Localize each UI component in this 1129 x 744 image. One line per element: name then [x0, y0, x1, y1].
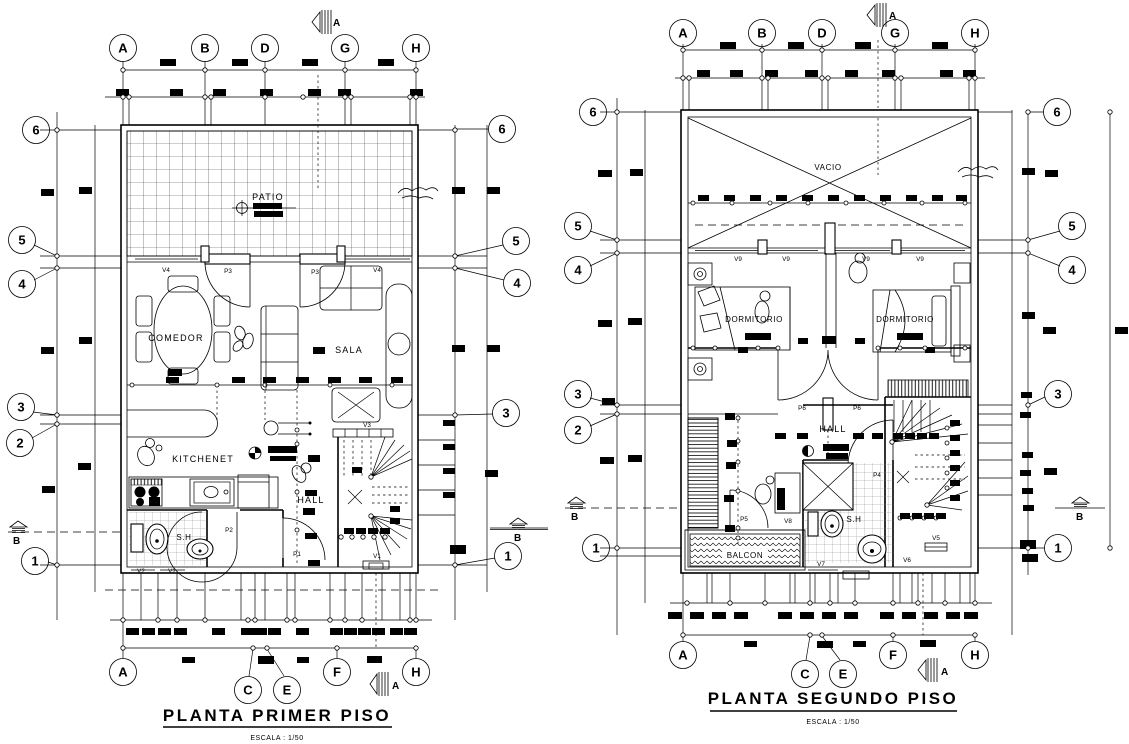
grid-label: C [243, 682, 253, 698]
stairs [339, 437, 412, 560]
section-b-left-label: B [571, 512, 579, 523]
grid-label: C [800, 666, 810, 682]
second-floor-plan-drawing [560, 0, 1129, 744]
person-figure [289, 463, 311, 485]
grid-bubble [670, 642, 697, 669]
opening-label: V1 [373, 553, 381, 560]
first-floor-plan-drawing [0, 0, 560, 744]
grid-label: D [817, 25, 827, 41]
grid-label: 2 [574, 422, 582, 438]
plant-icon [231, 325, 255, 353]
opening-label: P4 [873, 472, 881, 479]
grid-label: B [200, 40, 210, 56]
p1-title-block [163, 706, 392, 742]
room-label-dormitorio-right: DORMITORIO [876, 315, 934, 324]
grid-bubble [962, 642, 989, 669]
door-p5 [730, 490, 768, 528]
opening-label: V3 [363, 422, 371, 429]
grid-bubble [565, 257, 592, 284]
room-label-sh: S.H [846, 515, 862, 524]
grid-label: 1 [592, 540, 600, 556]
grid-bubble [880, 642, 907, 669]
room-label-vacio: VACIO [814, 163, 842, 172]
grid-label: 6 [498, 121, 506, 137]
grid-bubble [9, 271, 36, 298]
grid-label: A [118, 664, 128, 680]
closet-strip [688, 418, 718, 528]
grid-bubble [495, 543, 522, 570]
drawing-scale: ESCALA : 1/50 [806, 719, 860, 726]
grid-bubble [192, 35, 219, 62]
grid-bubble [809, 20, 836, 47]
grid-bubble [403, 35, 430, 62]
hall-light-icon [803, 446, 814, 457]
grid-label: F [889, 647, 897, 663]
section-b-right-label: B [514, 533, 522, 544]
grid-label: 4 [18, 276, 26, 292]
room-label-kitchenet: KITCHENET [172, 454, 234, 464]
room-label-hall: HALL [819, 424, 847, 434]
grid-label: 5 [18, 232, 26, 248]
survey-point-icon [249, 447, 261, 459]
opening-label: P2 [225, 527, 233, 534]
grid-label: A [118, 40, 128, 56]
stair-hatch-band [888, 380, 968, 397]
p1-furniture [129, 203, 412, 582]
grid-label: 1 [1054, 540, 1062, 556]
opening-label: P3 [311, 269, 319, 276]
opening-label: V7 [817, 561, 825, 568]
stairs [890, 400, 968, 551]
grid-label: 5 [574, 218, 582, 234]
grid-bubble [110, 35, 137, 62]
grid-bubble [1045, 381, 1072, 408]
grid-bubble [332, 35, 359, 62]
door-p3-right [300, 262, 345, 307]
grid-label: 1 [31, 553, 39, 569]
opening-label: V4 [373, 267, 381, 274]
grid-bubble [1059, 257, 1086, 284]
person-figure [135, 439, 162, 469]
grid-label: 5 [512, 233, 520, 249]
grid-label: 6 [1053, 104, 1061, 120]
grid-bubble [565, 417, 592, 444]
grid-bubble [1059, 213, 1086, 240]
grid-label: 3 [1054, 386, 1062, 402]
drawing-title: PLANTA SEGUNDO PISO [707, 689, 959, 708]
opening-label: V9 [862, 256, 870, 263]
section-a-top-label: A [889, 11, 897, 22]
grid-bubble [274, 677, 301, 704]
opening-label: V2 [168, 568, 176, 575]
grid-label: 3 [502, 405, 510, 421]
opening-label: V9 [916, 256, 924, 263]
grid-label: G [339, 40, 351, 56]
opening-label: P6 [853, 405, 861, 412]
grid-bubble [493, 400, 520, 427]
window-wall-v9 [688, 223, 971, 254]
grid-label: 2 [16, 435, 24, 451]
grid-label: E [838, 666, 848, 682]
window-v3-band [333, 429, 393, 437]
grid-label: 4 [574, 262, 582, 278]
balcony [685, 530, 805, 570]
grid-label: 6 [589, 104, 597, 120]
grid-bubble [235, 677, 262, 704]
chaise-right [386, 284, 412, 408]
grid-label: 4 [513, 275, 521, 291]
opening-label: V2 [137, 568, 145, 575]
section-a-bottom-label: A [392, 681, 400, 692]
grid-bubble [962, 20, 989, 47]
room-label-comedor: COMEDOR [148, 333, 204, 343]
grid-bubble [403, 659, 430, 686]
grid-label: H [970, 647, 980, 663]
armchair-bottom [332, 388, 380, 422]
grid-bubble [324, 659, 351, 686]
grid-bubble [830, 661, 857, 688]
grid-label: D [260, 40, 270, 56]
grid-bubble [503, 228, 530, 255]
door-p1 [283, 518, 325, 560]
p2-title-block [708, 689, 959, 726]
ceiling-light-icon [264, 421, 312, 436]
opening-label: V5 [932, 535, 940, 542]
grid-label: H [970, 25, 980, 41]
grid-label: 5 [1068, 218, 1076, 234]
grid-bubble [1045, 535, 1072, 562]
bottom-windows [808, 570, 869, 579]
opening-label: V9 [782, 256, 790, 263]
grid-label: 3 [17, 399, 25, 415]
grid-label: H [411, 40, 421, 56]
grid-label: 4 [1068, 262, 1076, 278]
section-a-bottom-label: A [941, 667, 949, 678]
speaker-box [688, 358, 712, 380]
grid-bubble [792, 661, 819, 688]
room-label-sh: S.H [176, 533, 192, 542]
opening-label: P5 [740, 516, 748, 523]
grid-label: G [889, 25, 901, 41]
grid-bubble [749, 20, 776, 47]
room-label-sala: SALA [335, 345, 363, 355]
grid-bubble [1044, 99, 1071, 126]
bathroom-fixtures [129, 512, 213, 565]
grid-bubble [9, 227, 36, 254]
speaker-box [688, 263, 712, 285]
grid-bubble [670, 20, 697, 47]
p2-grid-bubbles [565, 20, 1086, 688]
double-door-p6 [778, 348, 878, 430]
room-label-dormitorio-left: DORMITORIO [725, 315, 783, 324]
opening-label: V8 [784, 518, 792, 525]
p1-section-markers [10, 10, 548, 696]
room-label-patio: PATIO [252, 192, 284, 202]
drawing-scale: ESCALA : 1/50 [250, 735, 304, 742]
grid-bubble [7, 430, 34, 457]
opening-label: V6 [903, 557, 911, 564]
opening-label: P1 [293, 551, 301, 558]
grid-bubble [22, 548, 49, 575]
drawing-title: PLANTA PRIMER PISO [162, 706, 392, 725]
grid-label: A [678, 25, 688, 41]
grid-label: B [757, 25, 767, 41]
left-dim-chain [724, 413, 740, 545]
opening-label: V9 [734, 256, 742, 263]
grid-bubble [565, 381, 592, 408]
opening-label: V4 [162, 267, 170, 274]
grid-bubble [110, 659, 137, 686]
opening-label: P6 [798, 405, 806, 412]
grid-bubble [565, 213, 592, 240]
grid-label: H [411, 664, 421, 680]
grid-bubble [252, 35, 279, 62]
grid-bubble [504, 270, 531, 297]
section-b-left-label: B [13, 536, 21, 547]
grid-label: 1 [504, 548, 512, 564]
kitchen-counter [129, 475, 278, 508]
door-p4 [848, 420, 893, 465]
grid-bubble [489, 116, 516, 143]
section-b-right-label: B [1076, 512, 1084, 523]
grid-bubble [8, 394, 35, 421]
grid-label: 3 [574, 386, 582, 402]
dining-table [136, 276, 230, 384]
grid-label: E [282, 682, 292, 698]
grid-label: F [333, 664, 341, 680]
grid-bubble [882, 20, 909, 47]
room-label-hall: HALL [297, 495, 325, 505]
section-a-top-label: A [333, 18, 341, 29]
grid-label: 6 [32, 122, 40, 138]
room-label-balcon: BALCON [726, 551, 764, 560]
nightstand [954, 263, 970, 283]
opening-label: P3 [224, 268, 232, 275]
grid-label: A [678, 647, 688, 663]
